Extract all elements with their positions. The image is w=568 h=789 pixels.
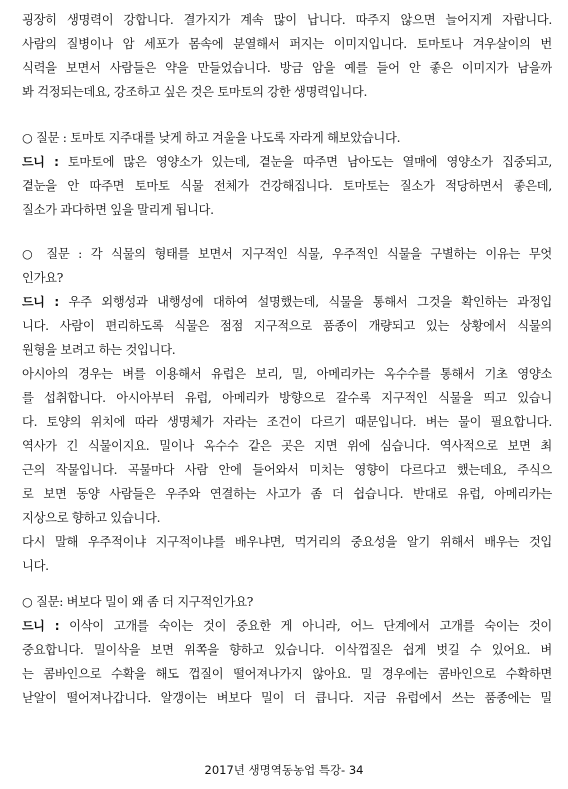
text-line: 니다. [22,559,49,573]
text-line: 지상으로 향하고 있습니다. [22,511,161,525]
answer-text: 토마토에 많은 영양소가 있는데, 곁눈을 따주면 남아도는 열매에 영양소가 집중되고, [58,155,552,169]
text-line: 인가요? [22,271,64,285]
answer-line [22,290,552,314]
text-line: 질소가 과다하면 잎을 말리게 됩니다. [22,203,214,217]
text-line: 로 보면 동양 사람들은 우주와 연결하는 사고가 좀 더 쉽습니다. 반대로 유럽, 아메리카는 [22,487,552,501]
text-line: 식력을 보면서 사람들은 약을 만들었습니다. 방금 암을 예를 들어 안 좋은 이미지가 남을까 [22,61,552,75]
answer-text: 이삭이 고개를 숙이는 것이 중요한 게 아니라, 어느 단계에서 고개를 숙이는 것이 [59,619,552,633]
qa-block-plant-forms [22,242,552,578]
question-line: ○ 질문 : 토마토 지주대를 낮게 하고 겨울을 나도록 자라게 해보았습니다. [22,131,401,145]
speaker-label: 드니 : [22,295,59,309]
qa-block-wheat-vs-rice [22,590,552,710]
speaker-label: 드니 : [22,155,59,169]
text-line: 니다. 사람이 편리하도록 식물은 점점 지구적으로 품종이 개량되고 있는 상황에서 식물의 [22,319,552,333]
text-line: 를 섭취합니다. 아시아부터 유럽, 아메리카 방향으로 갈수록 지구적인 식물을 띄고 있습니 [22,391,552,405]
text-line: 역사가 긴 식물이지요. 밀이나 옥수수 같은 곳은 지면 위에 심습니다. 역사적으로 보면 최 [22,439,552,453]
text-line: 근의 작물입니다. 곡물마다 사람 안에 들어와서 미치는 영향이 다르다고 했는데요, 주식으 [22,463,552,477]
answer-line [22,614,552,638]
text-line: 봐 걱정되는데요, 강조하고 싶은 것은 토마토의 강한 생명력입니다. [22,85,368,99]
paragraph-tomato-vitality [22,8,552,104]
speaker-label: 드니 : [22,619,60,633]
text-line: 원형을 보려고 하는 것입니다. [22,343,176,357]
text-line: 굉장히 생명력이 강합니다. 결가지가 계속 많이 납니다. 따주지 않으면 늘어지게 자랍니다. [22,13,552,27]
text-line: 다시 말해 우주적이냐 지구적이냐를 배우냐면, 먹거리의 중요성을 알기 위해서 배우는 것입 [22,535,552,549]
answer-text: 우주 외행성과 내행성에 대하여 설명했는데, 식물을 통해서 그것을 확인하는 과정입 [58,295,552,309]
text-line: 곁눈을 안 따주면 토마토 식물 전체가 건강해집니다. 토마토는 질소가 적당하면서 좋은데, [22,179,552,193]
question-line: ○ 질문 : 각 식물의 형태를 보면서 지구적인 식물, 우주적인 식물을 구별하는 이유는 무엇 [22,247,552,261]
text-line: 는 콤바인으로 수확을 해도 껍질이 떨어져나가지 않아요. 밀 경우에는 콤바인으로 수확하면 [22,667,552,681]
question-line: ○ 질문: 벼보다 밀이 왜 좀 더 지구적인가요? [22,595,254,609]
answer-line [22,150,552,174]
text-line: 아시아의 경우는 벼를 이용해서 유럽은 보리, 밀, 아메리카는 옥수수를 통해서 기초 영양소 [22,367,552,381]
page-footer: 2017년 생명역동농업 특강- 34 [204,763,364,777]
text-line: 사람의 질병이나 암 세포가 몸속에 분열해서 퍼지는 이미지입니다. 토마토나 겨우살이의 번 [22,37,552,51]
text-line: 중요합니다. 밀이삭을 보면 위쪽을 향하고 있습니다. 이삭껍질은 쉽게 벗길 수 있어요. 벼 [22,643,552,657]
text-line: 다. 토양의 위치에 따라 생명체가 자라는 조건이 다르기 때문입니다. 벼는 물이 필요합니다. [22,415,552,429]
text-line: 낟알이 떨어져나갑니다. 알갱이는 벼보다 밀이 더 큽니다. 지금 유럽에서 쓰는 품종에는 밀 [22,691,552,705]
qa-block-tomato-support [22,126,552,222]
